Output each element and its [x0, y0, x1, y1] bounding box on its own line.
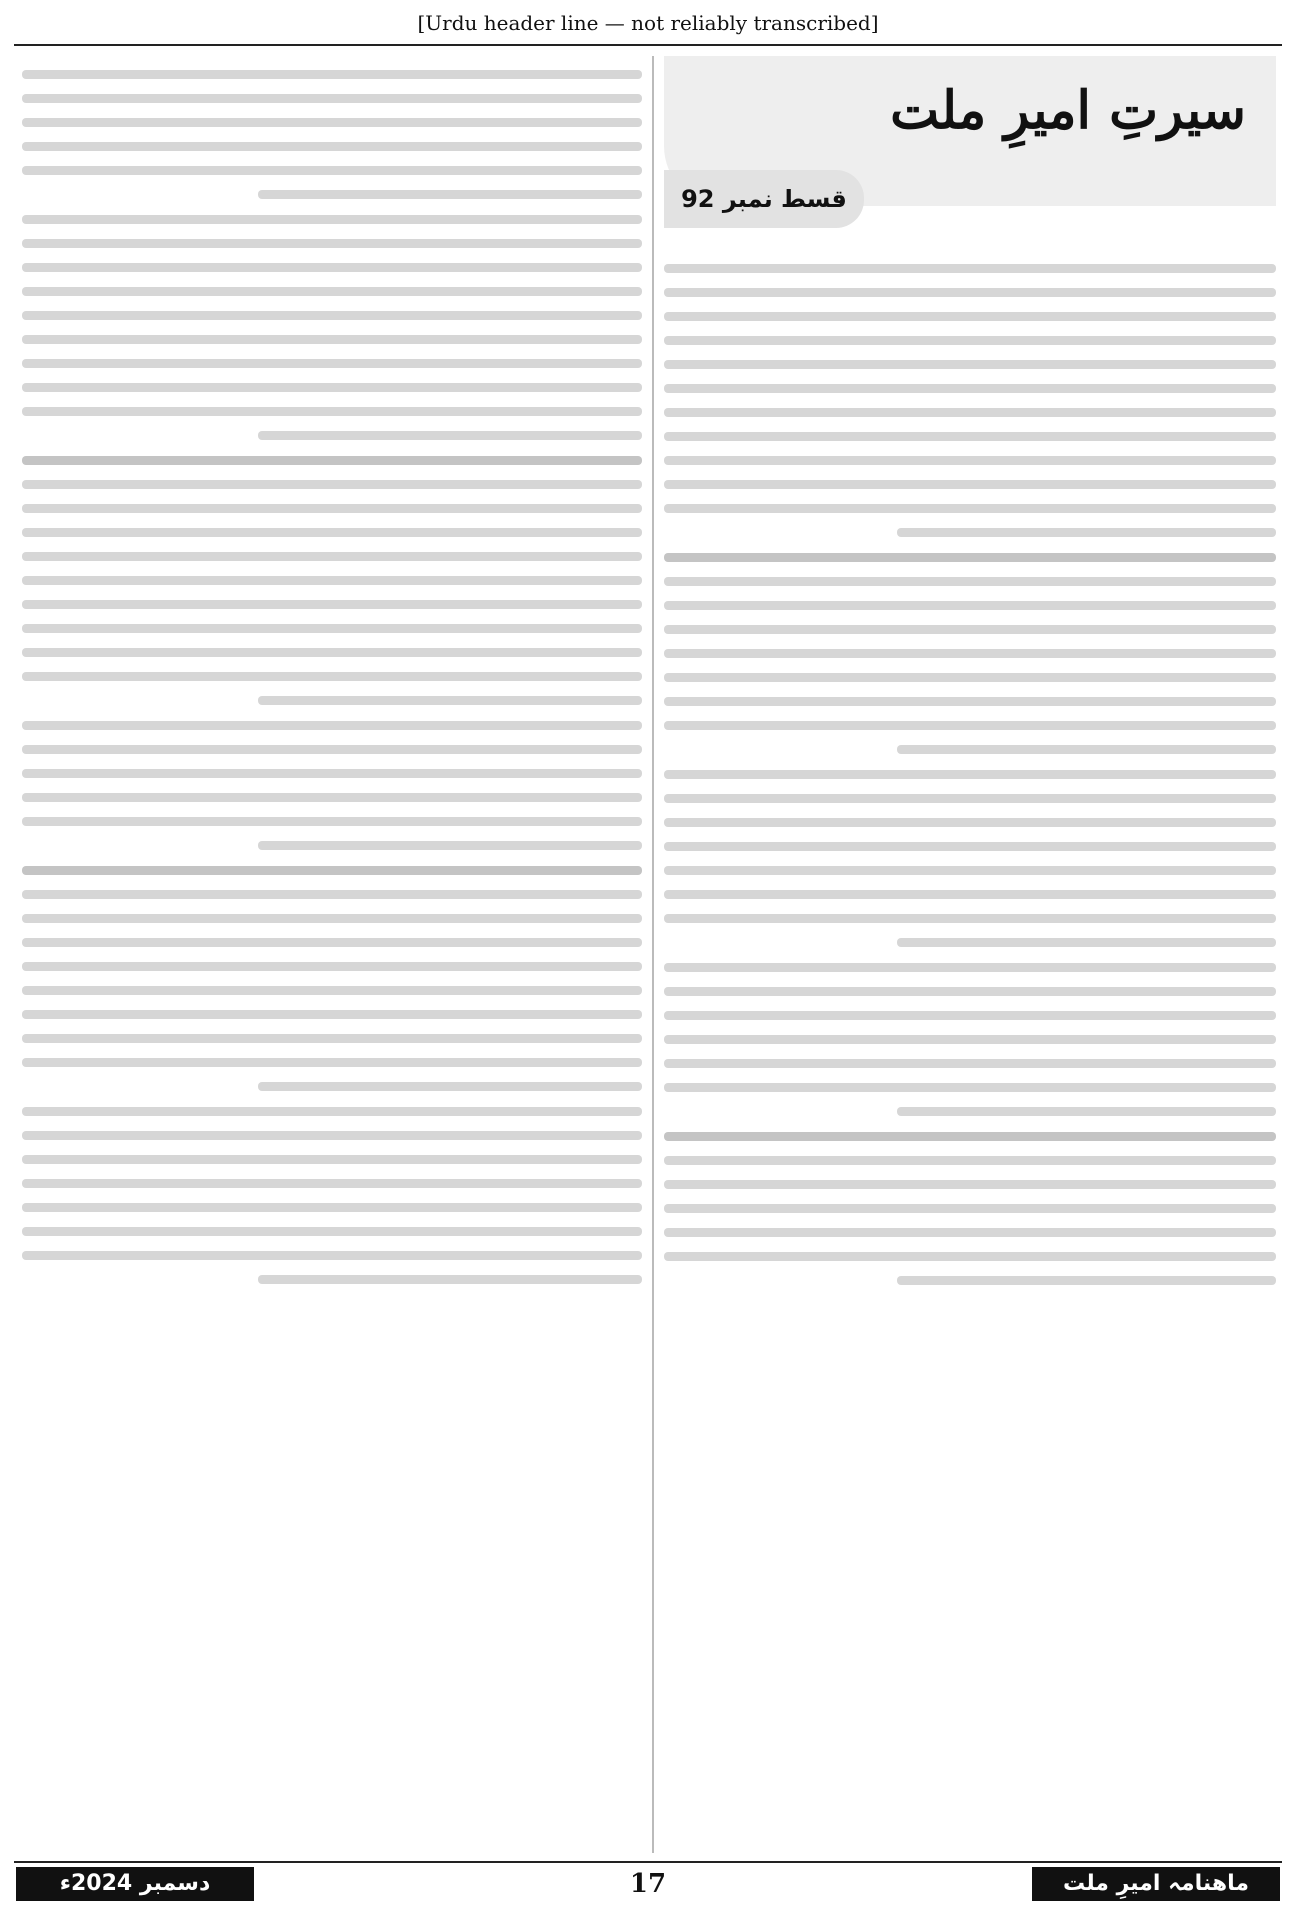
header-tagline	[0, 6, 1296, 40]
header-rule	[14, 44, 1282, 46]
footer-rule	[14, 1861, 1282, 1863]
installment-label: قسط نمبر 92	[681, 185, 847, 213]
page-number: 17	[629, 1869, 667, 1899]
paragraph-placeholder	[664, 264, 1276, 537]
magazine-name: ماھنامہ امیرِ ملت	[1032, 1867, 1280, 1901]
paragraph-placeholder	[22, 1107, 642, 1284]
paragraph-placeholder	[664, 963, 1276, 1116]
paragraph-placeholder	[22, 70, 642, 199]
paragraph-placeholder	[22, 866, 642, 1091]
column-divider	[652, 56, 654, 1853]
left-column	[22, 56, 642, 1300]
issue-date: دسمبر 2024ء	[16, 1867, 254, 1901]
paragraph-placeholder	[664, 1132, 1276, 1285]
paragraph-placeholder	[22, 721, 642, 850]
installment-badge	[664, 170, 864, 228]
right-column	[664, 250, 1276, 1301]
paragraph-placeholder	[22, 456, 642, 705]
paragraph-placeholder	[664, 553, 1276, 754]
paragraph-placeholder	[22, 215, 642, 440]
paragraph-placeholder	[664, 770, 1276, 947]
header-tagline-text: [Urdu header line — not reliably transcribed]	[417, 11, 879, 35]
article-title: سیرتِ امیرِ ملت	[890, 80, 1246, 141]
page-footer	[0, 1857, 1296, 1905]
